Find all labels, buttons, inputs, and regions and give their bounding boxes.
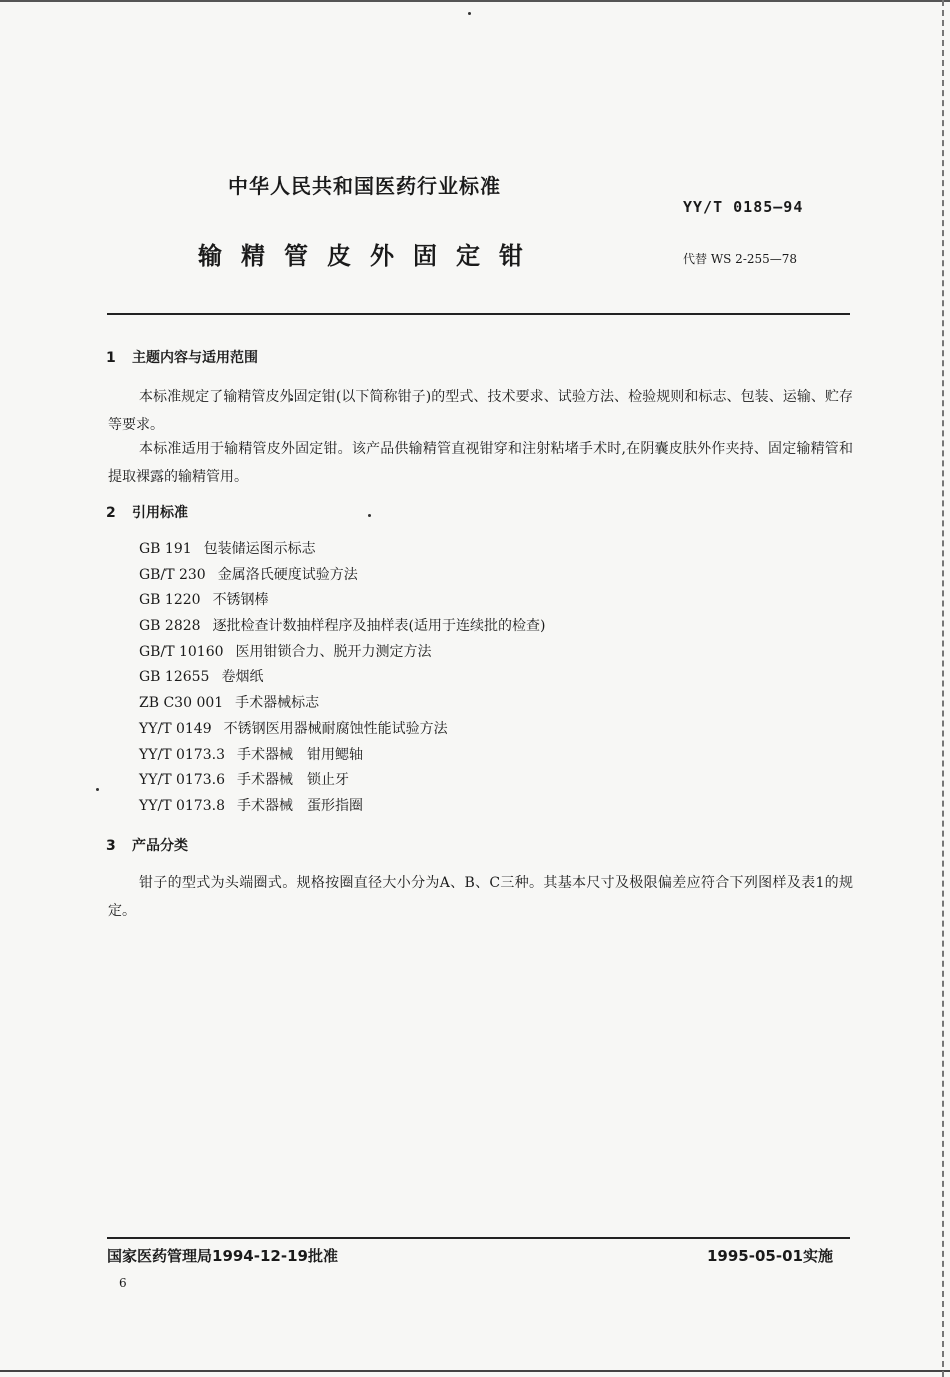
reference-item (139, 794, 546, 820)
reference-title: 金属洛氏硬度试验方法 (217, 566, 358, 583)
reference-code: YY/T 0173.6 (139, 772, 225, 789)
reference-code: GB 12655 (139, 669, 210, 686)
reference-list (139, 537, 546, 820)
section-number: 3 (106, 838, 116, 854)
effective-date: 1995-05-01实施 (707, 1247, 833, 1265)
reference-title: 逐批检查计数抽样程序及抽样表(适用于连续批的检查) (212, 618, 546, 635)
reference-item (139, 691, 546, 717)
page-right-edge (942, 0, 944, 1377)
reference-code: YY/T 0173.3 (139, 746, 225, 763)
section-heading (106, 835, 188, 855)
reference-title: 包装储运图示标志 (203, 541, 316, 557)
reference-title: 不锈钢医用器械耐腐蚀性能试验方法 (223, 720, 448, 737)
page-bottom-edge (0, 1370, 950, 1372)
reference-item (139, 717, 546, 743)
scan-speck (468, 12, 471, 15)
reference-code: YY/T 0149 (139, 720, 212, 737)
reference-code: GB/T 10160 (139, 643, 224, 660)
issuing-organization: 中华人民共和国医药行业标准 (228, 174, 501, 198)
section-title: 产品分类 (132, 838, 188, 854)
scan-speck (96, 788, 99, 791)
scan-speck (368, 514, 371, 517)
footer-rule (107, 1237, 850, 1239)
section-heading (106, 502, 188, 522)
reference-title: 手术器械 锁止牙 (236, 772, 349, 789)
reference-item (139, 537, 546, 563)
reference-item (139, 768, 546, 794)
paragraph: 本标准规定了输精管皮外固定钳(以下简称钳子)的型式、技术要求、试验方法、检验规则和标志、包装、运输、贮存等要求。 (108, 389, 853, 433)
reference-code: GB 2828 (139, 618, 201, 635)
reference-code: GB 191 (139, 541, 192, 557)
section-heading (106, 347, 258, 367)
page-number: 6 (119, 1276, 127, 1290)
reference-title: 手术器械 钳用鳃轴 (236, 746, 363, 763)
reference-title: 手术器械标志 (235, 695, 320, 712)
reference-title: 不锈钢棒 (212, 592, 269, 609)
approval-date: 国家医药管理局1994-12-19批准 (107, 1247, 338, 1265)
replaces-standard: 代替 WS 2-255—78 (683, 252, 798, 266)
reference-item (139, 563, 546, 589)
reference-title: 卷烟纸 (221, 669, 264, 686)
reference-item (139, 665, 546, 691)
reference-title: 手术器械 蛋形指圈 (236, 797, 363, 814)
section-number: 1 (106, 350, 116, 366)
reference-item (139, 743, 546, 769)
document-title: 输精管皮外固定钳 (198, 242, 542, 270)
reference-title: 医用钳锁合力、脱开力测定方法 (235, 643, 432, 660)
page-top-edge (0, 0, 950, 8)
section-title: 主题内容与适用范围 (132, 350, 258, 366)
reference-code: GB/T 230 (139, 566, 206, 583)
section-number: 2 (106, 505, 116, 521)
paragraph: 钳子的型式为头端圈式。规格按圈直径大小分为A、B、C三种。其基本尺寸及极限偏差应符合下列图样及表1的规定。 (108, 875, 853, 919)
reference-code: GB 1220 (139, 592, 201, 609)
header-rule (107, 313, 850, 315)
paragraph: 本标准适用于输精管皮外固定钳。该产品供输精管直视钳穿和注射粘堵手术时,在阴囊皮肤外作夹持、固定输精管和提取裸露的输精管用。 (108, 441, 853, 485)
standard-code: YY/T 0185—94 (683, 198, 804, 216)
reference-code: ZB C30 001 (139, 695, 224, 712)
section-title: 引用标准 (132, 505, 188, 521)
reference-item (139, 614, 546, 640)
reference-item (139, 640, 546, 666)
reference-item (139, 588, 546, 614)
reference-code: YY/T 0173.8 (139, 797, 225, 814)
